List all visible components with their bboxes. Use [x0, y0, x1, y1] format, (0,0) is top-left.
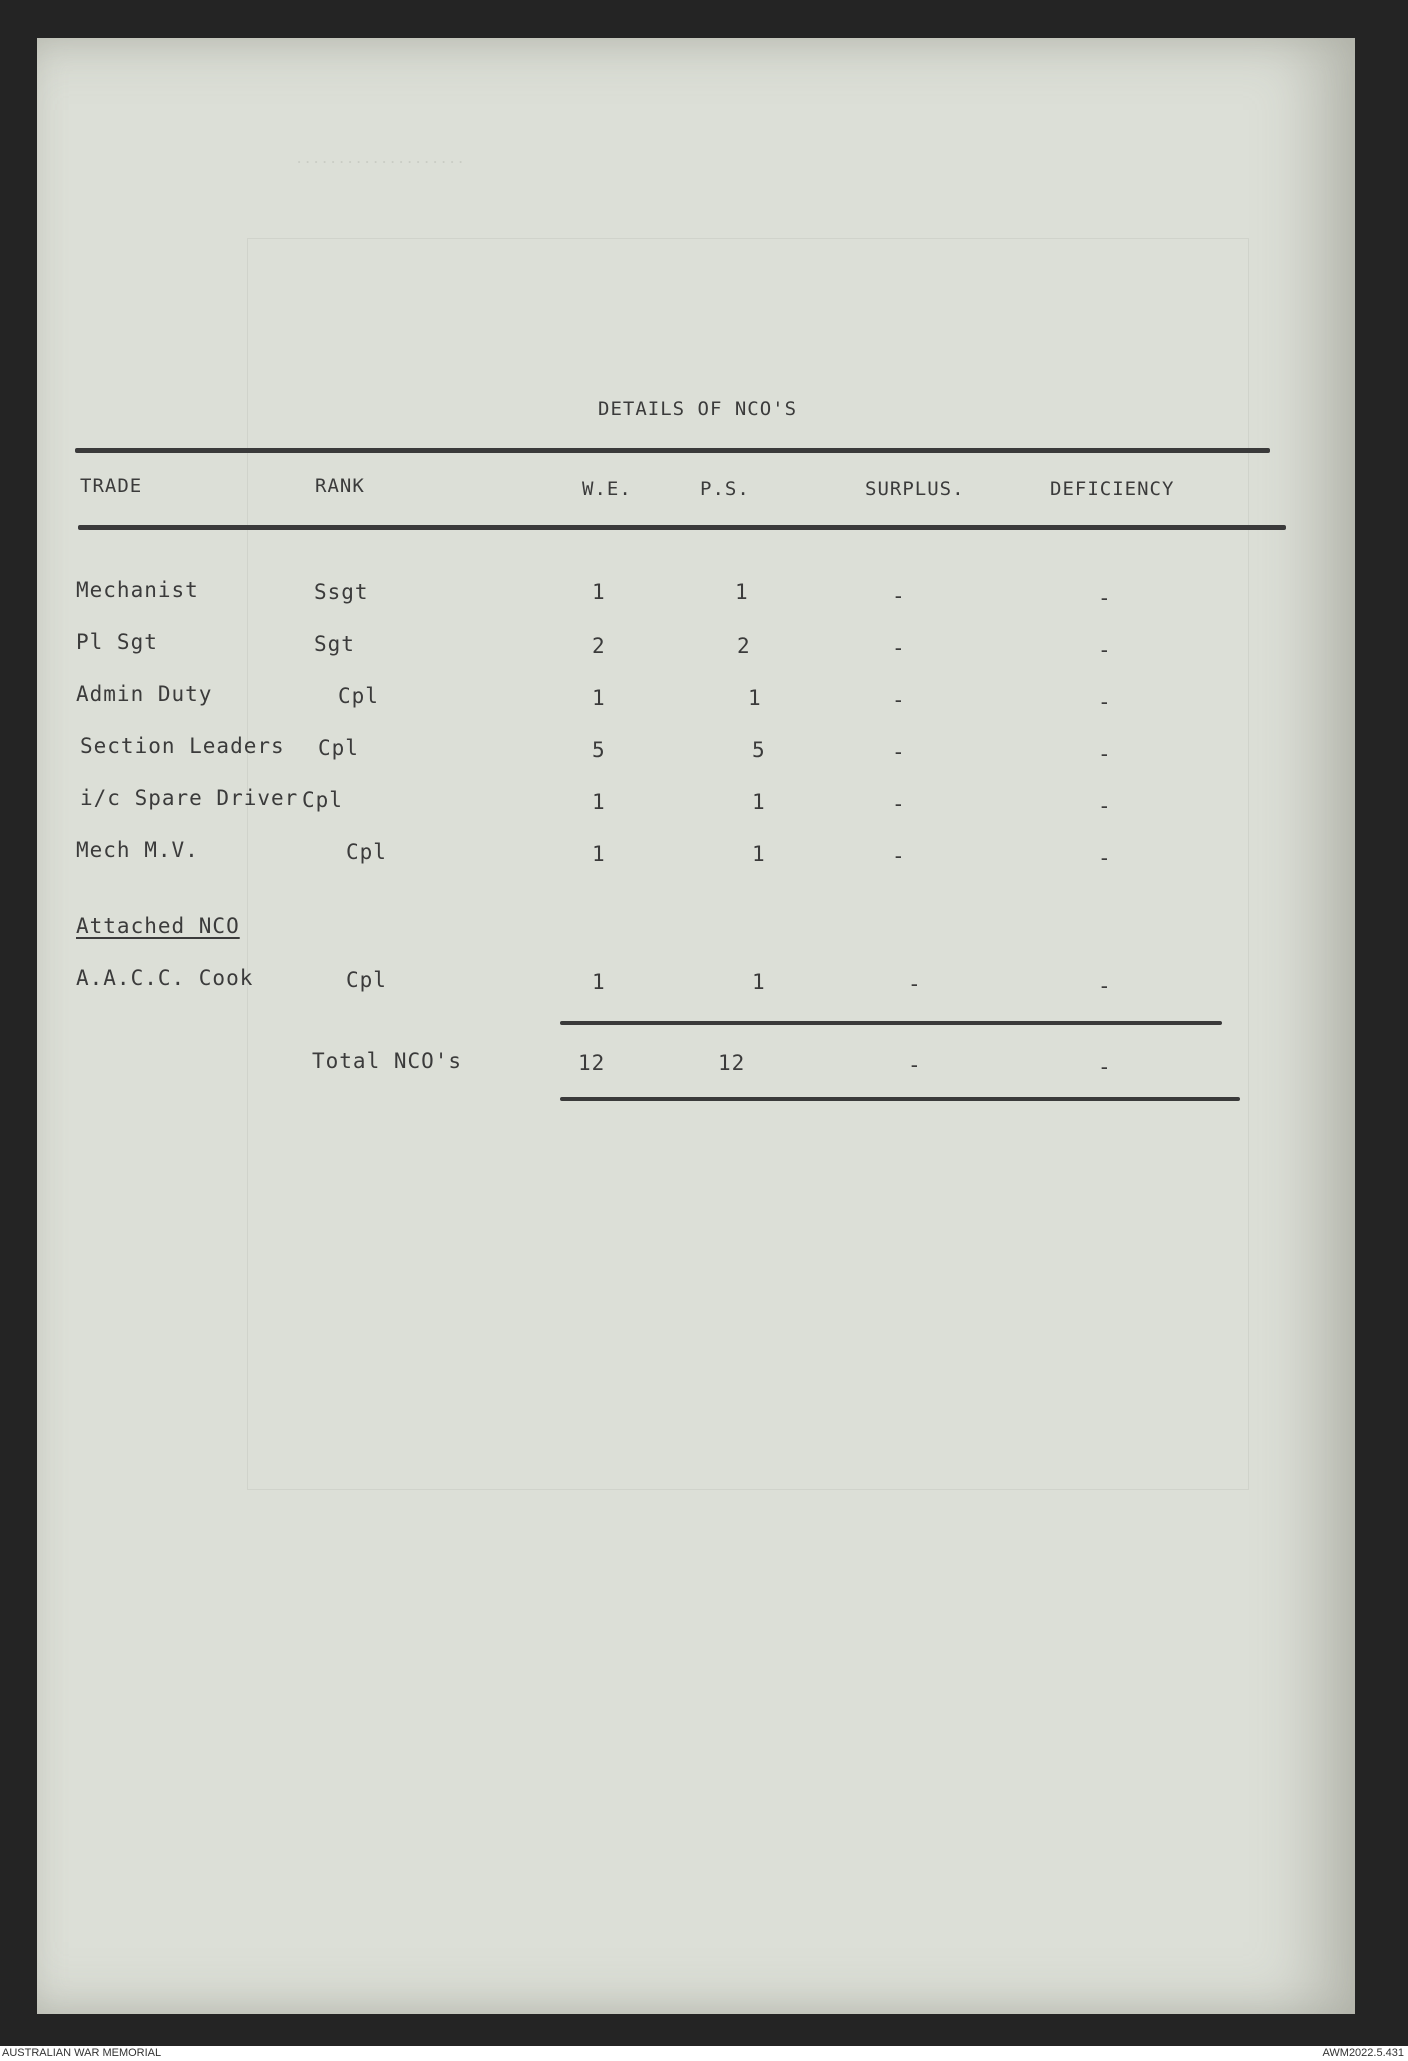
document-page — [37, 38, 1355, 2014]
column-header-trade: TRADE — [80, 475, 143, 497]
row-deficiency: - — [1098, 794, 1112, 818]
row-rank: Sgt — [314, 632, 355, 656]
row-rank: Cpl — [302, 788, 343, 812]
row-trade: Mechanist — [76, 578, 199, 602]
row-rank: Cpl — [346, 840, 387, 864]
row-trade: Admin Duty — [76, 682, 213, 706]
row-surplus: - — [908, 972, 922, 996]
row-rank: Ssgt — [314, 580, 369, 604]
row-we: 1 — [592, 686, 606, 710]
row-we: 1 — [592, 842, 606, 866]
row-we: 1 — [592, 970, 606, 994]
footer-accession-number: AWM2022.5.431 — [1322, 2047, 1404, 2059]
total-ps: 12 — [718, 1051, 746, 1075]
row-surplus: - — [892, 740, 906, 764]
row-surplus: - — [892, 792, 906, 816]
row-ps: 1 — [752, 970, 766, 994]
row-rank: Cpl — [318, 736, 359, 760]
column-header-deficiency: DEFICIENCY — [1050, 478, 1175, 500]
row-deficiency: - — [1098, 586, 1112, 610]
attached-heading: Attached NCO — [76, 914, 240, 938]
row-we: 1 — [592, 790, 606, 814]
footer-credit: AUSTRALIAN WAR MEMORIAL — [2, 2047, 162, 2059]
row-ps: 1 — [752, 790, 766, 814]
header-bottom-rule — [78, 525, 1286, 530]
row-ps: 1 — [748, 686, 762, 710]
total-deficiency: - — [1098, 1055, 1112, 1079]
row-ps: 2 — [737, 634, 751, 658]
row-trade: i/c Spare Driver — [80, 786, 299, 810]
row-deficiency: - — [1098, 742, 1112, 766]
row-trade: A.A.C.C. Cook — [76, 966, 254, 990]
row-surplus: - — [892, 688, 906, 712]
row-trade: Mech M.V. — [76, 838, 199, 862]
row-we: 5 — [592, 738, 606, 762]
totals-bottom-rule — [560, 1097, 1240, 1101]
row-surplus: - — [892, 636, 906, 660]
header-top-rule — [75, 448, 1270, 453]
row-deficiency: - — [1098, 690, 1112, 714]
row-ps: 5 — [752, 738, 766, 762]
totals-top-rule — [560, 1021, 1222, 1025]
row-deficiency: - — [1098, 846, 1112, 870]
row-ps: 1 — [735, 580, 749, 604]
total-surplus: - — [908, 1053, 922, 1077]
column-header-rank: RANK — [315, 475, 365, 497]
document-title: DETAILS OF NCO'S — [598, 398, 798, 420]
row-rank: Cpl — [346, 968, 387, 992]
row-we: 1 — [592, 580, 606, 604]
row-surplus: - — [892, 844, 906, 868]
show-through-text: . . . . . . . . . . . . . . . . . . . . — [297, 148, 463, 167]
row-trade: Section Leaders — [80, 734, 285, 758]
row-trade: Pl Sgt — [76, 630, 158, 654]
row-deficiency: - — [1098, 974, 1112, 998]
row-we: 2 — [592, 634, 606, 658]
total-we: 12 — [578, 1051, 606, 1075]
column-header-ps: P.S. — [700, 478, 750, 500]
row-surplus: - — [892, 584, 906, 608]
row-deficiency: - — [1098, 638, 1112, 662]
row-rank: Cpl — [338, 684, 379, 708]
column-header-we: W.E. — [582, 478, 632, 500]
column-header-surplus: SURPLUS. — [865, 478, 965, 500]
row-ps: 1 — [752, 842, 766, 866]
total-label: Total NCO's — [312, 1049, 463, 1073]
